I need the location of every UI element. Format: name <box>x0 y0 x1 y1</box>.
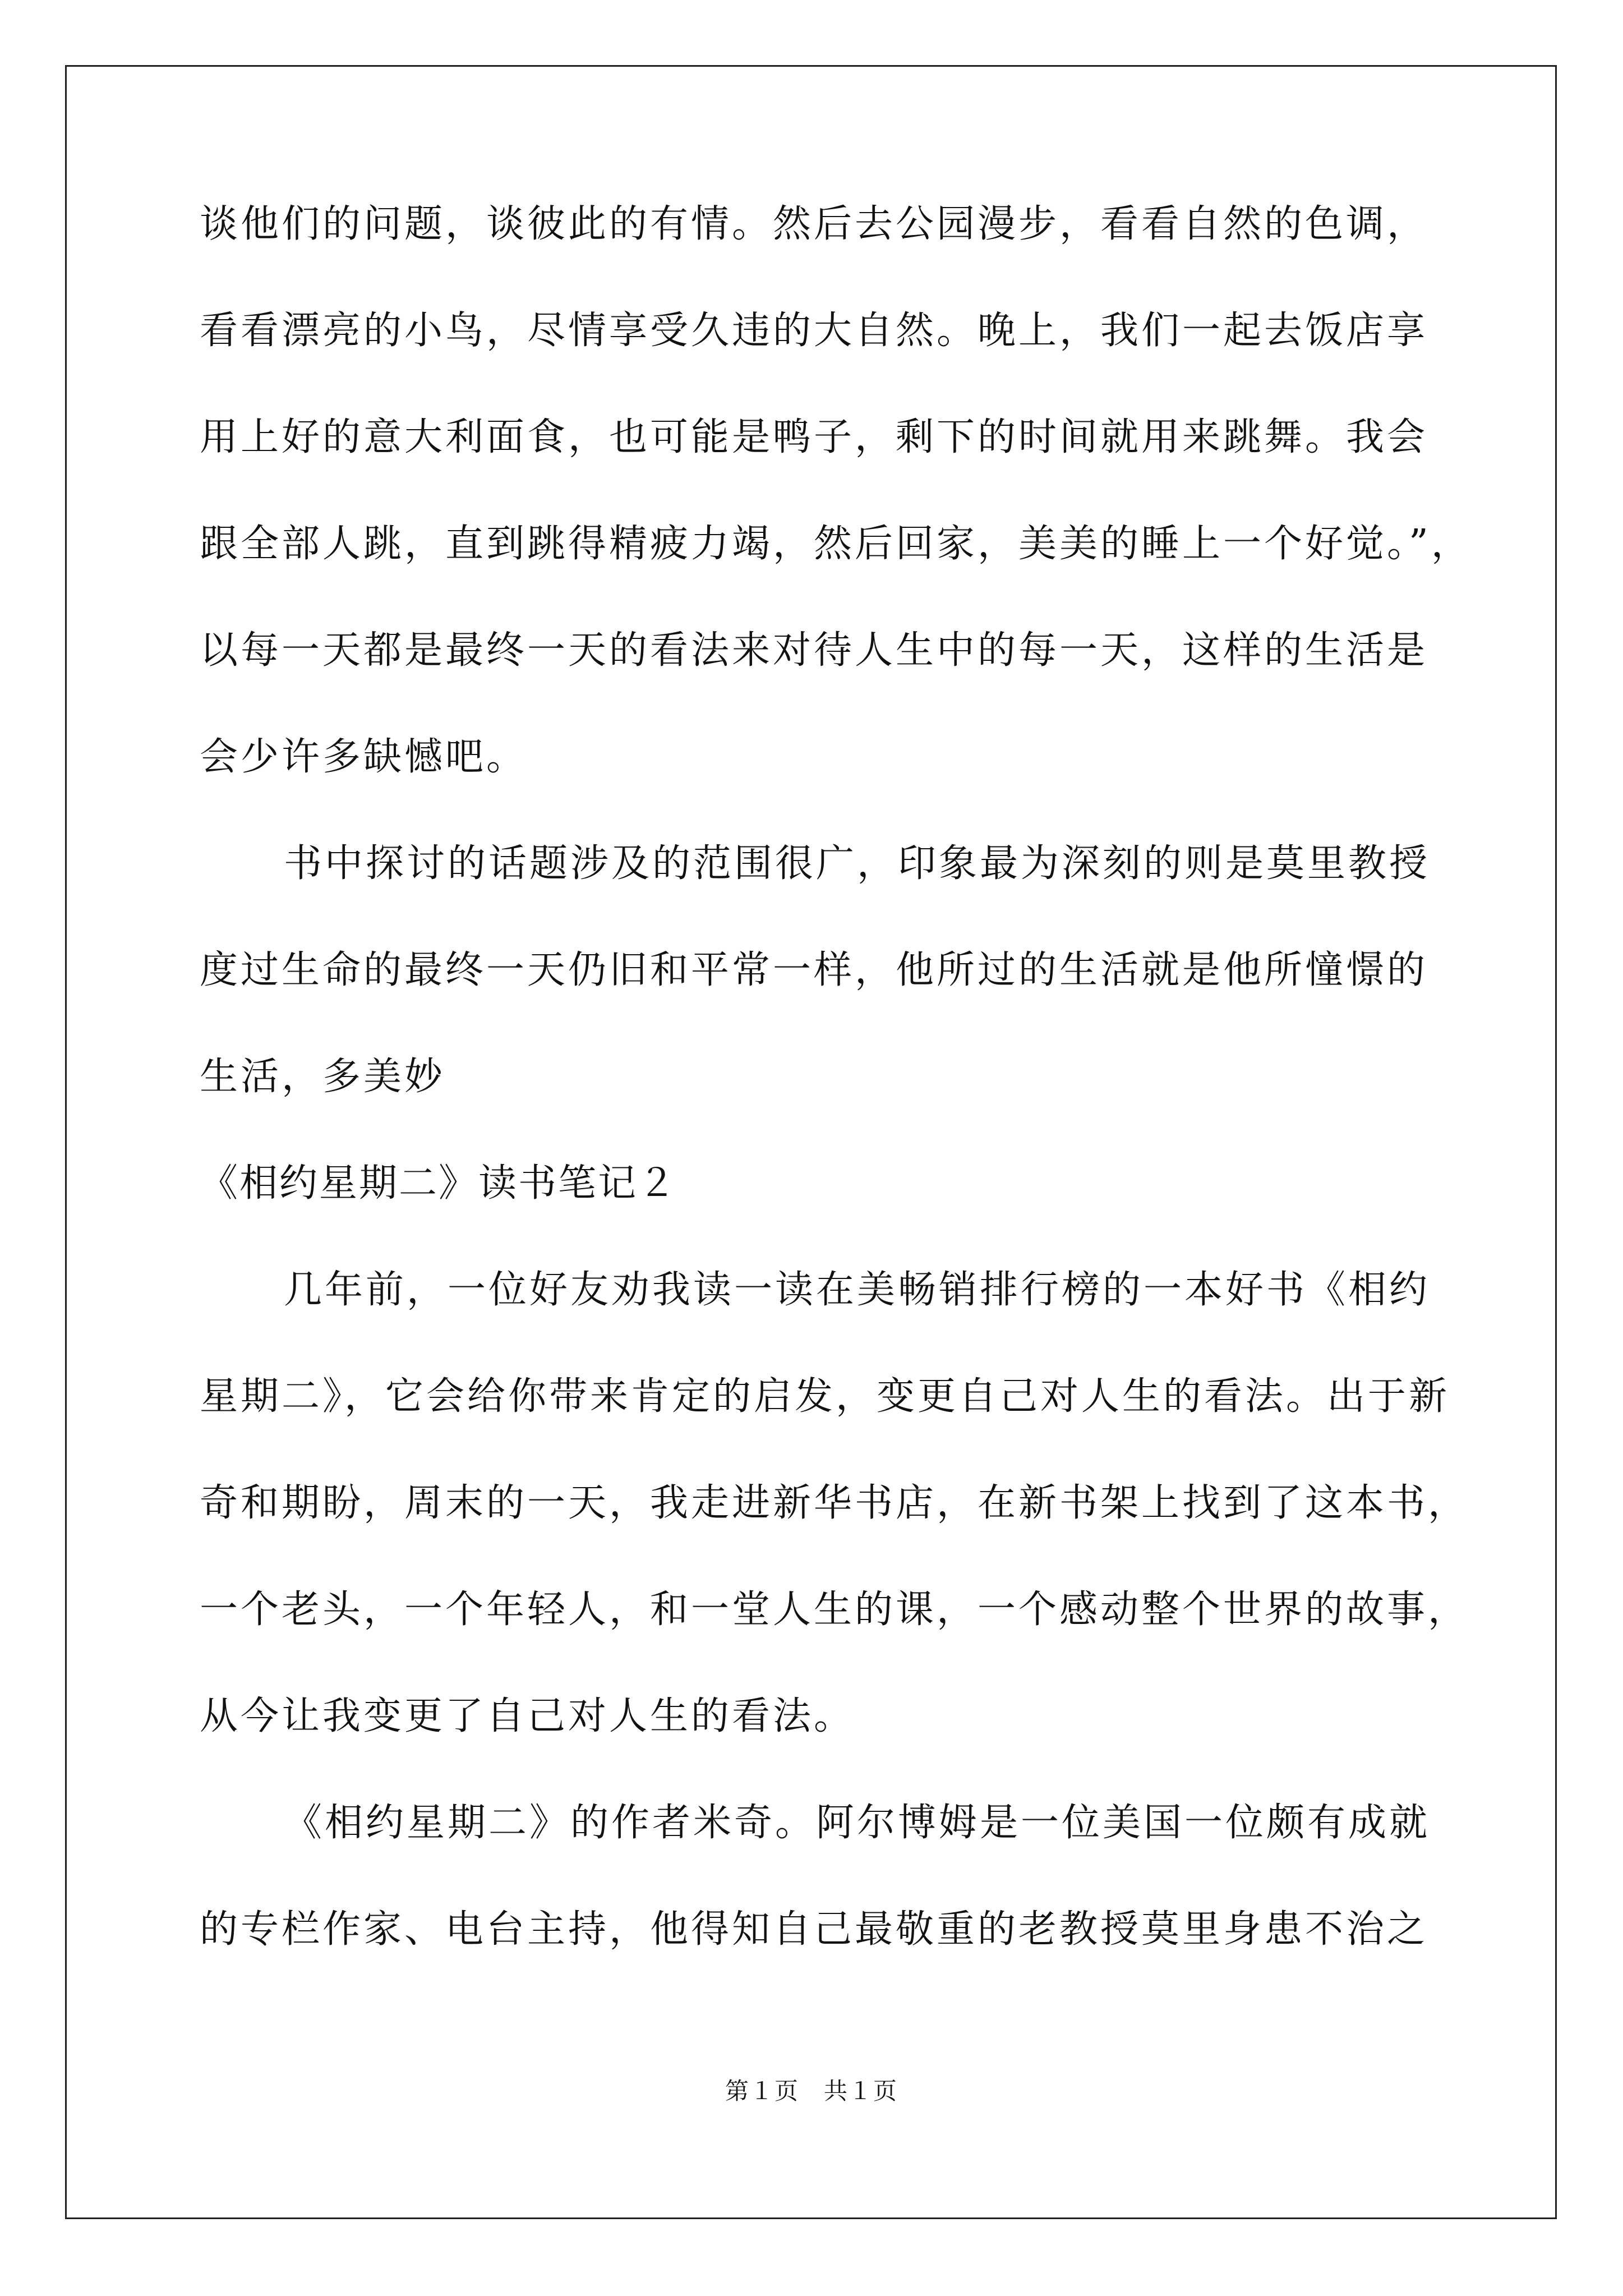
page-border <box>65 65 1557 2219</box>
text-line: 的专栏作家、电台主持，他得知自己最敬重的老教授莫里身患不治之 <box>200 1907 1428 1952</box>
paragraph-first-line: 《相约星期二》的作者米奇。阿尔博姆是一位美国一位颇有成就 <box>284 1801 1431 1845</box>
page-number-footer: 第１页 共１页 <box>725 2077 898 2105</box>
text-line: 奇和期盼，周末的一天，我走进新华书店，在新书架上找到了这本书， <box>200 1481 1469 1525</box>
paragraph-first-line: 书中探讨的话题涉及的范围很广，印象最为深刻的则是莫里教授 <box>284 841 1431 886</box>
text-line: 会少许多缺憾吧。 <box>200 735 528 779</box>
text-line: 用上好的意大利面食，也可能是鸭子，剩下的时间就用来跳舞。我会 <box>200 415 1428 459</box>
section-heading: 《相约星期二》读书笔记２ <box>200 1161 678 1205</box>
text-line: 星期二》，它会给你带来肯定的启发，变更自己对人生的看法。出于新 <box>200 1374 1450 1419</box>
text-line: 谈他们的问题，谈彼此的有情。然后去公园漫步，看看自然的色调， <box>200 202 1428 246</box>
text-line: 度过生命的最终一天仍旧和平常一样，他所过的生活就是他所憧憬的 <box>200 948 1428 992</box>
text-line: 以每一天都是最终一天的看法来对待人生中的每一天，这样的生活是 <box>200 628 1428 673</box>
text-line: 从今让我变更了自己对人生的看法。 <box>200 1694 855 1738</box>
paragraph-first-line: 几年前，一位好友劝我读一读在美畅销排行榜的一本好书《相约 <box>284 1268 1431 1312</box>
text-line: 一个老头，一个年轻人，和一堂人生的课，一个感动整个世界的故事， <box>200 1588 1469 1632</box>
text-line: 生活，多美妙 <box>200 1055 446 1099</box>
text-line: 跟全部人跳，直到跳得精疲力竭，然后回家，美美的睡上一个好觉。”， <box>200 522 1472 566</box>
text-line: 看看漂亮的小鸟，尽情享受久违的大自然。晚上，我们一起去饭店享 <box>200 309 1428 353</box>
